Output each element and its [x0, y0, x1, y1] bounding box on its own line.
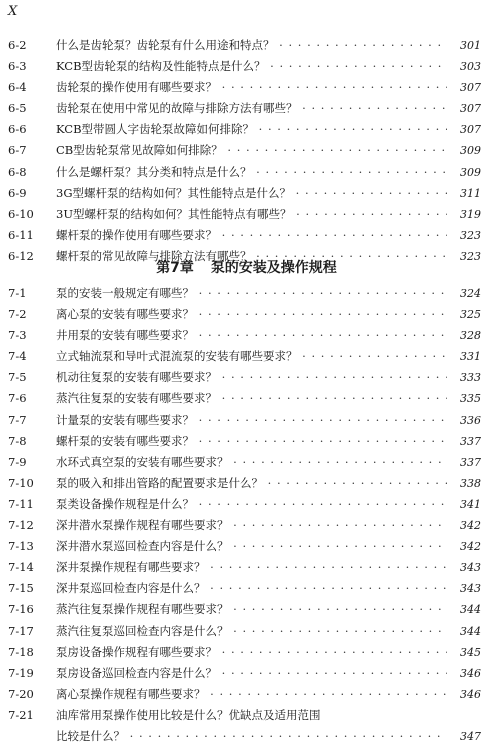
entry-title: CB型齿轮泵常见故障如何排除？ · · ·	[56, 140, 447, 161]
entry-number: 7-4	[8, 349, 27, 364]
entry-number: 7-8	[8, 433, 27, 448]
entry-title: 深井泵操作规程有哪些要求？ · · ·	[56, 557, 447, 578]
entry-number: 7-6	[8, 391, 27, 406]
toc-entry[interactable]	[0, 621, 493, 642]
toc-entry[interactable]	[0, 119, 493, 140]
entry-number: 7-2	[8, 307, 27, 322]
entry-page: 307	[447, 98, 481, 119]
toc-entry[interactable]	[0, 346, 493, 367]
entry-number: 6-7	[8, 143, 27, 158]
toc-entry[interactable]	[0, 325, 493, 346]
entry-number: 6-6	[8, 122, 27, 137]
toc-entry[interactable]	[0, 162, 493, 183]
toc-entry[interactable]	[0, 304, 493, 325]
entry-page: 338	[447, 473, 481, 494]
entry-title: KCB型齿轮泵的结构及性能特点是什么？ · · ·	[56, 56, 447, 77]
entry-title: 齿轮泵的操作使用有哪些要求？ · · ·	[56, 77, 447, 98]
entry-page: 323	[447, 246, 481, 267]
entry-number: 6-12	[8, 248, 34, 263]
entry-number: 7-5	[8, 370, 27, 385]
entry-number: 6-11	[8, 227, 34, 242]
entry-page: 311	[447, 183, 481, 204]
entry-page: 341	[447, 494, 481, 515]
entry-page: 337	[447, 431, 481, 452]
entry-number: 6-4	[8, 80, 27, 95]
entry-title: 机动往复泵的安装有哪些要求？ · · ·	[56, 367, 447, 388]
chapter-title: 泵的安装及操作规程	[210, 260, 337, 276]
page-marker: X	[8, 4, 18, 19]
toc-entry[interactable]	[0, 599, 493, 620]
entry-page: 323	[447, 225, 481, 246]
entry-page: 325	[447, 304, 481, 325]
entry-number: 7-16	[8, 602, 34, 617]
entry-number: 7-21	[8, 707, 34, 722]
toc-entry[interactable]	[0, 204, 493, 225]
toc-entry[interactable]	[0, 705, 493, 726]
toc-entry[interactable]	[0, 367, 493, 388]
entry-page: 331	[447, 346, 481, 367]
toc-chapter7-list	[0, 283, 493, 747]
entry-number: 7-14	[8, 560, 34, 575]
toc-entry[interactable]	[0, 388, 493, 409]
entry-page: 344	[447, 599, 481, 620]
entry-number: 6-5	[8, 101, 27, 116]
toc-entry[interactable]	[0, 56, 493, 77]
entry-number: 7-1	[8, 286, 27, 300]
toc-entry[interactable]	[0, 663, 493, 684]
entry-page: 344	[447, 621, 481, 642]
entry-number: 7-17	[8, 623, 34, 638]
toc-entry-continuation[interactable]	[0, 726, 493, 747]
toc-entry[interactable]	[0, 35, 493, 56]
toc-entry[interactable]	[0, 77, 493, 98]
entry-number: 6-2	[8, 38, 27, 52]
toc-entry[interactable]	[0, 283, 493, 304]
entry-page: 345	[447, 642, 481, 663]
entry-page: 337	[447, 452, 481, 473]
entry-number: 6-3	[8, 59, 27, 74]
entry-title: 3G型螺杆泵的结构如何？其性能特点是什么？ · · ·	[56, 183, 447, 204]
entry-page: 343	[447, 578, 481, 599]
entry-page: 346	[447, 663, 481, 684]
toc-entry[interactable]	[0, 225, 493, 246]
entry-title: 计量泵的安装有哪些要求？ · · ·	[56, 410, 447, 431]
toc-entry[interactable]	[0, 515, 493, 536]
entry-page: 309	[447, 162, 481, 183]
toc-entry[interactable]	[0, 98, 493, 119]
entry-number: 7-15	[8, 581, 34, 596]
entry-page: 324	[447, 283, 481, 304]
entry-number: 7-19	[8, 665, 34, 680]
toc-entry[interactable]	[0, 431, 493, 452]
toc-entry[interactable]	[0, 473, 493, 494]
entry-page: 343	[447, 557, 481, 578]
entry-title: 水环式真空泵的安装有哪些要求？ · · ·	[56, 452, 447, 473]
toc-entry[interactable]	[0, 557, 493, 578]
entry-number: 7-12	[8, 518, 34, 533]
entry-page: 336	[447, 410, 481, 431]
entry-title: 深井潜水泵操作规程有哪些要求？ · · ·	[56, 515, 447, 536]
entry-page: 335	[447, 388, 481, 409]
entry-number: 7-10	[8, 475, 34, 490]
entry-title: 泵类设备操作规程是什么？ · · ·	[56, 494, 447, 515]
toc-chapter6-list	[0, 35, 493, 267]
entry-title: 螺杆泵的安装有哪些要求？ · · ·	[56, 431, 447, 452]
chapter-number: 第7章	[156, 260, 194, 276]
entry-title: 蒸汽往复泵操作规程有哪些要求？ · · ·	[56, 599, 447, 620]
entry-page: 342	[447, 515, 481, 536]
entry-page: 303	[447, 56, 481, 77]
entry-page: 301	[447, 35, 481, 56]
entry-title: 比较是什么？ · · ·	[56, 726, 447, 747]
entry-title: 井用泵的安装有哪些要求？ · · ·	[56, 325, 447, 346]
entry-title: KCB型带圆人字齿轮泵故障如何排除？ · · ·	[56, 119, 447, 140]
entry-number: 7-11	[8, 496, 34, 511]
entry-number: 7-3	[8, 328, 27, 343]
entry-title: 泵房设备巡回检查内容是什么？ · · ·	[56, 663, 447, 684]
entry-page: 333	[447, 367, 481, 388]
entry-page: 342	[447, 536, 481, 557]
toc-entry[interactable]	[0, 684, 493, 705]
entry-page: 307	[447, 119, 481, 140]
chapter-heading	[0, 257, 493, 277]
entry-number: 6-8	[8, 164, 27, 179]
entry-title: 离心泵的安装有哪些要求？ · · ·	[56, 304, 447, 325]
toc-entry[interactable]	[0, 578, 493, 599]
entry-page: 346	[447, 684, 481, 705]
entry-number: 6-10	[8, 206, 34, 221]
entry-page: 309	[447, 140, 481, 161]
entry-title: 螺杆泵的常见故障与排除方法有哪些？ · · ·	[56, 246, 447, 267]
entry-title: 深井潜水泵巡回检查内容是什么？ · · ·	[56, 536, 447, 557]
entry-title: 齿轮泵在使用中常见的故障与排除方法有哪些？ · · ·	[56, 98, 447, 119]
entry-title: 泵的安装一般规定有哪些？ · · ·	[56, 283, 447, 304]
entry-page: 307	[447, 77, 481, 98]
entry-title: 深井泵巡回检查内容是什么？ · · ·	[56, 578, 447, 599]
entry-title: 什么是齿轮泵？齿轮泵有什么用途和特点？ · · ·	[56, 35, 447, 56]
entry-page: 328	[447, 325, 481, 346]
toc-entry[interactable]	[0, 536, 493, 557]
toc-entry[interactable]	[0, 183, 493, 204]
entry-number: 7-9	[8, 454, 27, 469]
toc-entry[interactable]	[0, 140, 493, 161]
toc-entry[interactable]	[0, 452, 493, 473]
entry-title: 离心泵操作规程有哪些要求？ · · ·	[56, 684, 447, 705]
entry-page: 347	[447, 726, 481, 747]
entry-page: 319	[447, 204, 481, 225]
entry-title: 蒸汽往复泵的安装有哪些要求？ · · ·	[56, 388, 447, 409]
toc-entry[interactable]	[0, 410, 493, 431]
entry-number: 7-13	[8, 539, 34, 554]
entry-title: 泵的吸入和排出管路的配置要求是什么？ · · ·	[56, 473, 447, 494]
entry-number: 7-20	[8, 686, 34, 701]
entry-title: 立式轴流泵和导叶式混流泵的安装有哪些要求？ · · ·	[56, 346, 447, 367]
toc-entry[interactable]	[0, 494, 493, 515]
toc-entry[interactable]	[0, 642, 493, 663]
entry-title: 油库常用泵操作使用比较是什么？优缺点及适用范围	[56, 707, 321, 722]
entry-number: 7-18	[8, 644, 34, 659]
entry-title: 螺杆泵的操作使用有哪些要求？ · · ·	[56, 225, 447, 246]
entry-number: 7-7	[8, 412, 27, 427]
entry-title: 3U型螺杆泵的结构如何？其性能特点有哪些？ · · ·	[56, 204, 447, 225]
entry-number: 6-9	[8, 185, 27, 200]
entry-title: 泵房设备操作规程有哪些要求？ · · ·	[56, 642, 447, 663]
entry-title: 蒸汽往复泵巡回检查内容是什么？ · · ·	[56, 621, 447, 642]
entry-title: 什么是螺杆泵？其分类和特点是什么？ · · ·	[56, 162, 447, 183]
